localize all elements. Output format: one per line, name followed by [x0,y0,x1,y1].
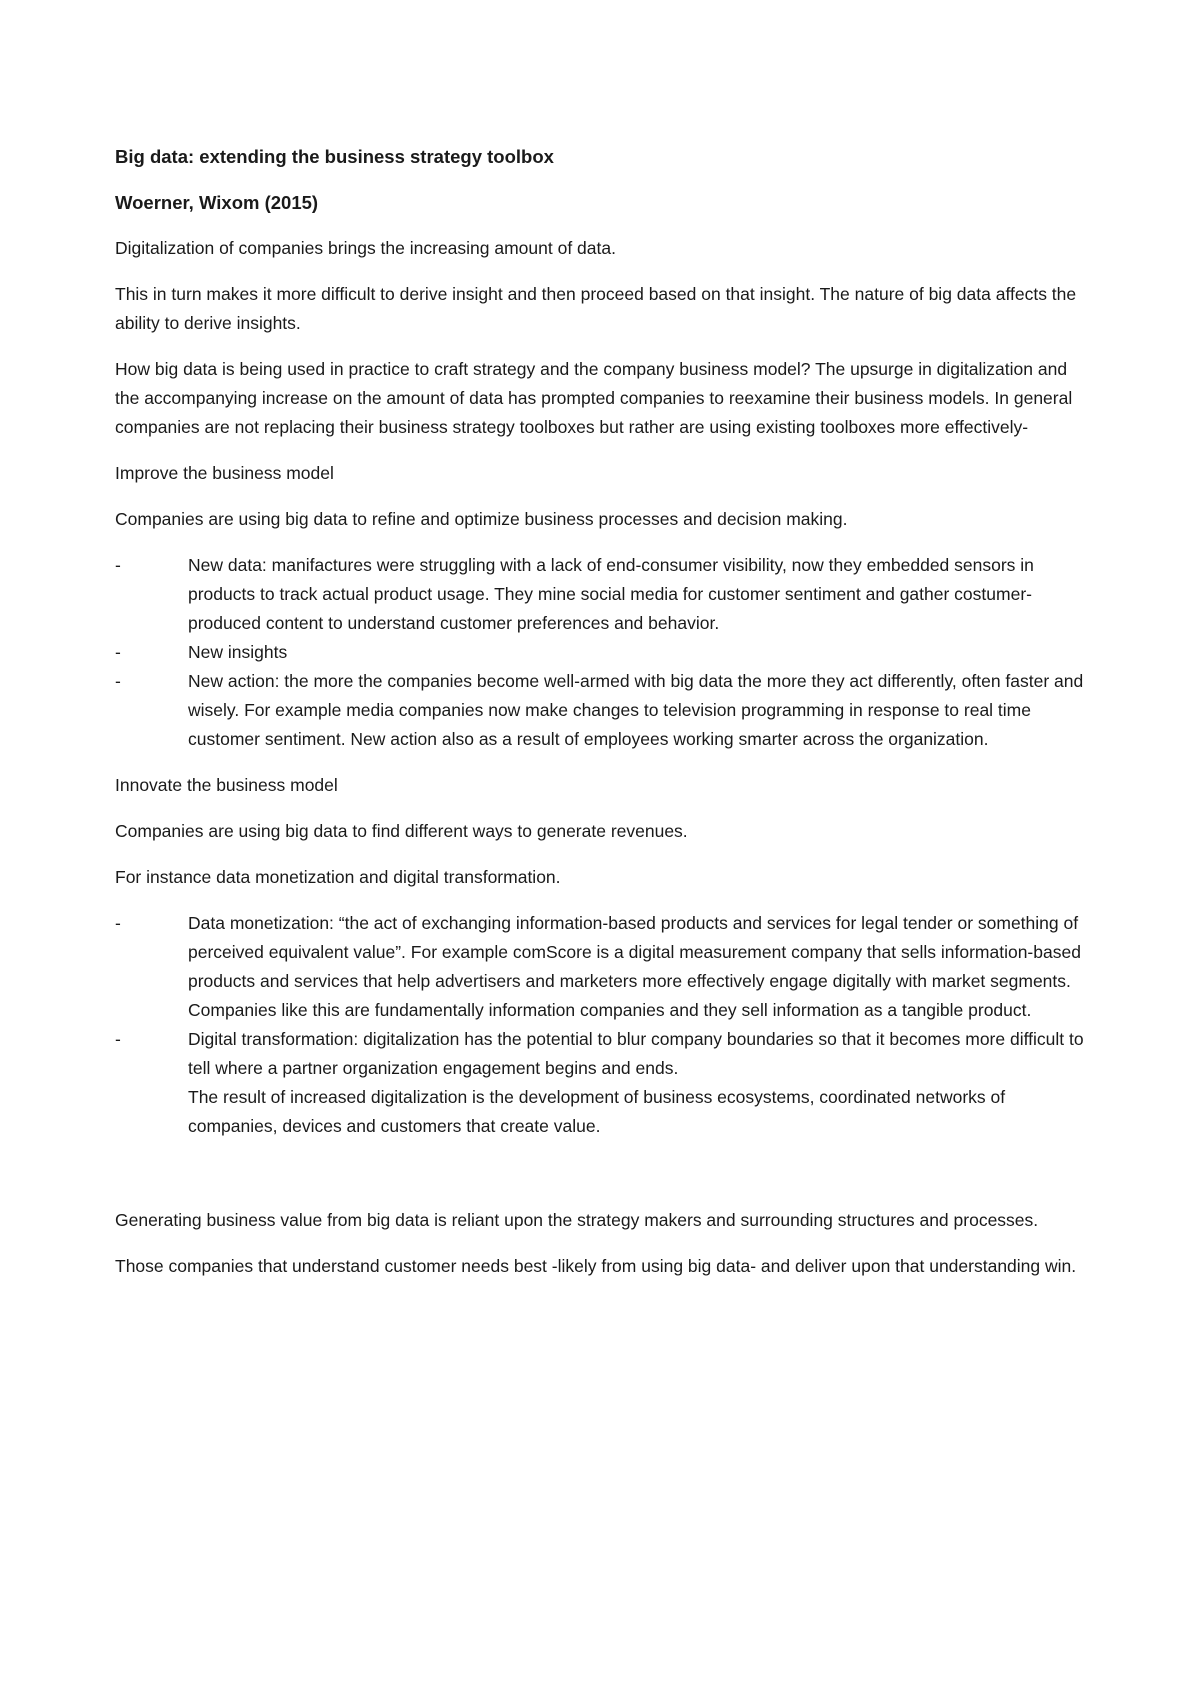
list-item-text: Digital transformation: digitalization has the potential to blur company boundaries so that it becomes more difficult to tell where a partner organization engagement begins and ends. [188,1029,1084,1078]
section-text: Companies are using big data to refine and optimize business processes and decision making. [115,509,848,529]
intro-paragraph: How big data is being used in practice to craft strategy and the company business model? The upsurge in digitalization and the accompanying increase on the amount of data has prompted companies to reexamine their business models. In general companies are not replacing their business strategy toolboxes but rather are using existing toolboxes more effectively- [115,359,1073,437]
bullet-list-innovate [115,909,1095,1141]
document-title: Big data: extending the business strategy toolbox [115,146,554,167]
document-page [115,142,1095,1298]
section-text: For instance data monetization and digital transformation. [115,867,561,887]
list-item-text: New action: the more the companies become well-armed with big data the more they act differently, often faster and wisely. For example media companies now make changes to television programming in response to real time customer sentiment. New action also as a result of employees working smarter across the organization. [188,671,1084,749]
list-item-text: The result of increased digitalization is the development of business ecosystems, coordinated networks of companies, devices and customers that create value. [188,1087,1006,1136]
blank-space [115,1158,1095,1206]
conclusion-paragraph: Generating business value from big data is reliant upon the strategy makers and surrounding structures and processes. [115,1210,1039,1230]
section-heading-innovate: Innovate the business model [115,775,338,795]
dash-bullet: - [115,642,121,662]
conclusion-paragraph: Those companies that understand customer needs best -likely from using big data- and deliver upon that understanding win. [115,1256,1077,1276]
dash-bullet: - [115,913,121,933]
section-heading-improve: Improve the business model [115,463,334,483]
intro-paragraph: Digitalization of companies brings the increasing amount of data. [115,238,616,258]
dash-bullet: - [115,555,121,575]
intro-paragraph: This in turn makes it more difficult to derive insight and then proceed based on that insight. The nature of big data affects the ability to derive insights. [115,284,1077,333]
dash-bullet: - [115,1029,121,1049]
list-item [115,638,1095,667]
list-item [115,909,1095,1025]
dash-bullet: - [115,671,121,691]
list-item [115,551,1095,638]
list-item [115,667,1095,754]
list-item-text: Data monetization: “the act of exchanging information-based products and services for legal tender or something of perceived equivalent value”. For example comScore is a digital measurement company that sells information-based products and services that help advertisers and marketers more effectively engage digitally with market segments. Companies like this are fundamentally information companies and they sell information as a tangible product. [188,913,1081,1020]
bullet-list-improve [115,551,1095,754]
list-item-text: New insights [188,642,288,662]
list-item [115,1025,1095,1141]
document-authors: Woerner, Wixom (2015) [115,192,319,213]
list-item-text: New data: manifactures were struggling with a lack of end-consumer visibility, now they embedded sensors in products to track actual product usage. They mine social media for customer sentiment and gather costumer-produced content to understand customer preferences and behavior. [188,555,1034,633]
section-text: Companies are using big data to find different ways to generate revenues. [115,821,688,841]
